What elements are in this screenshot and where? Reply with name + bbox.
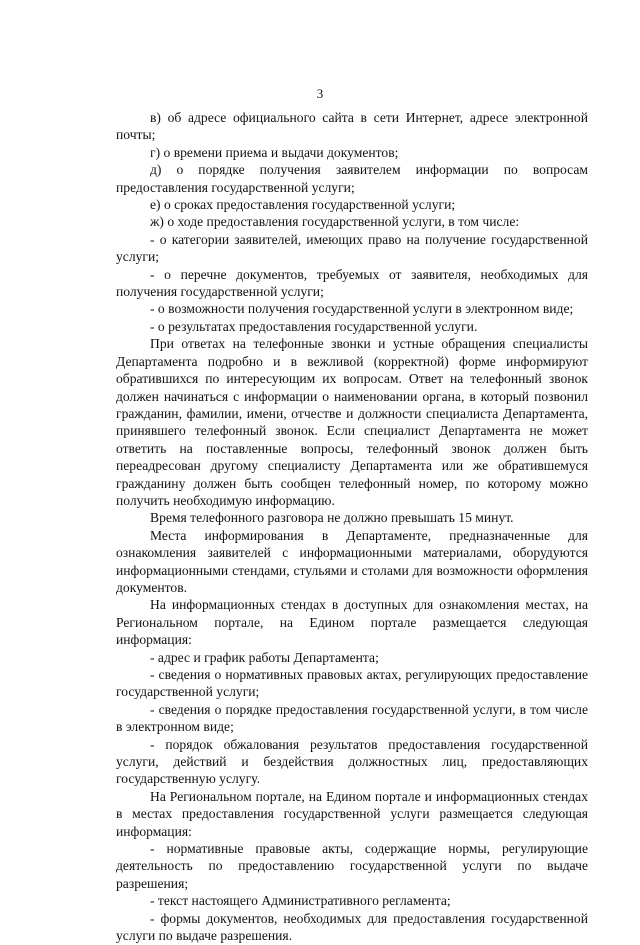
list-item-document-forms: - формы документов, необходимых для предоставления государственной услуги по выдаче разрешения. <box>116 910 588 944</box>
list-item-regulation-text: - текст настоящего Административного регламента; <box>150 893 451 909</box>
paragraph-info-procedure: д) о порядке получения заявителем информации по вопросам предоставления государственной услуги; <box>116 162 588 195</box>
list-item-legal-acts: - сведения о нормативных правовых актах, регулирующих предоставление государственной услуги; <box>116 667 588 700</box>
paragraph-service-progress: ж) о ходе предоставления государственной услуги, в том числе: <box>150 214 520 230</box>
list-item-electronic-service: - о возможности получения государственной услуги в электронном виде; <box>150 301 574 317</box>
list-item-service-procedure: - сведения о порядке предоставления государственной услуги, в том числе в электронном виде; <box>116 701 588 735</box>
paragraph-call-duration: Время телефонного разговора не должно превышать 15 минут. <box>150 510 514 526</box>
paragraph-reception-time: г) о времени приема и выдачи документов; <box>150 144 399 160</box>
list-item-regulatory-acts: - нормативные правовые акты, содержащие нормы, регулирующие деятельность по предоставлению государственной услуги по выдаче разрешения; <box>116 841 588 891</box>
list-item-required-documents: - о перечне документов, требуемых от заявителя, необходимых для получения государственной услуги; <box>116 266 588 300</box>
paragraph-service-terms: е) о сроках предоставления государственной услуги; <box>150 197 456 213</box>
paragraph-portal-info: На Региональном портале, на Едином портале и информационных стендах в местах предоставления государственной услуги размещается следующая информация: <box>116 788 588 839</box>
list-item-appeal-procedure: - порядок обжалования результатов предоставления государственной услуги, действий и бездействия должностных лиц, предоставляющих государственную услугу. <box>116 736 588 787</box>
paragraph-website-address: в) об адресе официального сайта в сети Интернет, адресе электронной почты; <box>116 110 588 143</box>
list-item-service-results: - о результатах предоставления государственной услуги. <box>150 318 478 334</box>
paragraph-info-stands: На информационных стендах в доступных для ознакомления местах, на Региональном портале, на Едином портале размещается следующая информация: <box>116 597 588 648</box>
page-number: 3 <box>316 86 324 101</box>
paragraph-information-places: Места информирования в Департаменте, предназначенные для ознакомления заявителей с информационными материалами, оборудуются информационными стендами, стульями и столами для возможности оформления документов. <box>116 527 588 595</box>
list-item-applicant-categories: - о категории заявителей, имеющих право на получение государственной услуги; <box>116 231 588 265</box>
body-text <box>116 109 588 945</box>
paragraph-phone-calls: При ответах на телефонные звонки и устные обращения специалисты Департамента подробно и в вежливой (корректной) форме информируют обратившихся по интересующим их вопросам. Ответ на телефонный звонок должен начинаться с информации о наименовании органа, в который позвонил гражданин, фамилии, имени, отчестве и должности специалиста Департамента, принявшего телефонный звонок. Если специалист Департамента не может ответить на поставленные вопросы, телефонный звонок должен быть переадресован другому специалисту Департамента или же обратившемуся гражданину должен быть сообщен телефонный номер, по которому можно получить необходимую информацию. <box>116 336 588 508</box>
list-item-address-schedule: - адрес и график работы Департамента; <box>150 649 379 665</box>
